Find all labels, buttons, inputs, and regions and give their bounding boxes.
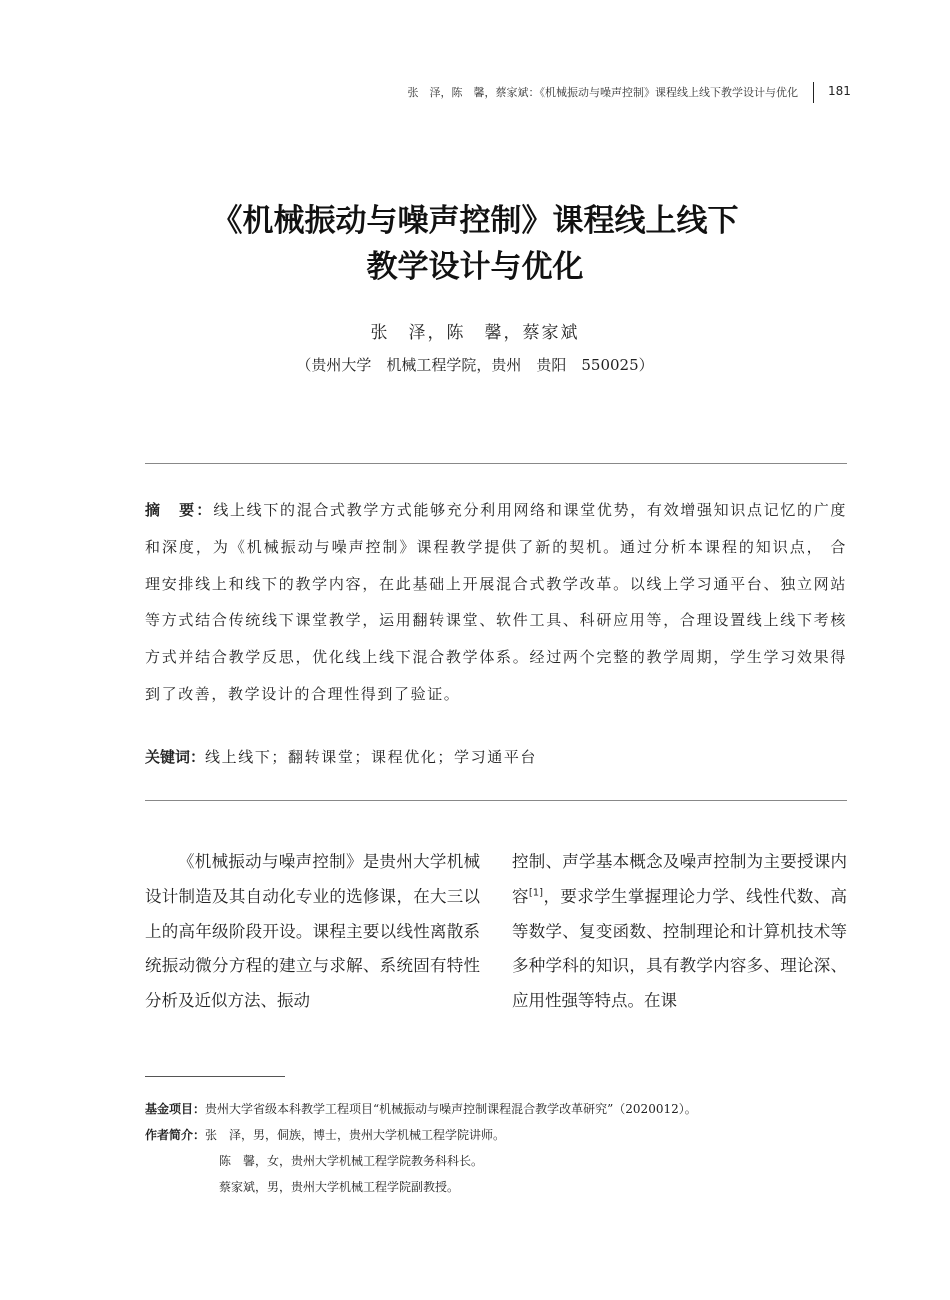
- abstract: [145, 492, 847, 713]
- page-number: 181: [828, 84, 851, 98]
- abstract-top-rule: [145, 463, 847, 464]
- fund-label: 基金项目：: [145, 1102, 206, 1116]
- author-line: 陈 馨，女，贵州大学机械工程学院教务科科长。: [219, 1154, 484, 1168]
- header-divider: [813, 82, 814, 103]
- keywords-text: 线上线下；翻转课堂；课程优化；学习通平台: [205, 748, 538, 766]
- article-title: [0, 198, 950, 290]
- body-paragraph-1-continued: [512, 845, 847, 1019]
- title-line-2: 教学设计与优化: [366, 249, 584, 285]
- body-paragraph-1: 《机械振动与噪声控制》是贵州大学机械设计制造及其自动化专业的选修课，在大三以上的高年级阶段开设。课程主要以线性离散系统振动微分方程的建立与求解、系统固有特性分析及近似方法、振动: [145, 852, 480, 1011]
- author-label: 作者简介：: [145, 1128, 206, 1142]
- body-column-right: [512, 845, 847, 1019]
- abstract-label: 摘 要：: [145, 501, 214, 519]
- affiliation: （贵州大学 机械工程学院，贵州 贵阳 550025）: [296, 356, 654, 374]
- keywords: [145, 743, 847, 771]
- authors: 张 泽，陈 馨，蔡家斌: [370, 323, 580, 343]
- fund-text: 贵州大学省级本科教学工程项目“机械振动与噪声控制课程混合教学改革研究”（2020012）。: [205, 1102, 697, 1116]
- citation-ref-1[interactable]: [1]: [528, 887, 544, 899]
- running-head: [0, 84, 950, 104]
- body-column-left: [145, 845, 480, 1019]
- body-text-segment: 控制、声学基本概念及噪声控制为主要授课内容: [512, 852, 847, 906]
- running-title: 张 泽，陈 馨，蔡家斌：《机械振动与噪声控制》课程线上线下教学设计与优化: [407, 86, 798, 99]
- footnote-rule: [145, 1076, 285, 1077]
- keywords-label: 关键词：: [145, 748, 206, 766]
- fund-footnote: [145, 1096, 855, 1122]
- author-line: 蔡家斌，男，贵州大学机械工程学院副教授。: [219, 1180, 460, 1194]
- abstract-bottom-rule: [145, 800, 847, 801]
- author-footnote: [145, 1122, 855, 1148]
- body-text-segment: ，要求学生掌握理论力学、线性代数、高等数学、复变函数、控制理论和计算机技术等多种学科的知识，具有教学内容多、理论深、应用性强等特点。在课: [512, 886, 848, 1011]
- author-line: 张 泽，男，侗族，博士，贵州大学机械工程学院讲师。: [205, 1128, 506, 1142]
- footnotes: [145, 1096, 855, 1200]
- title-line-1: 《机械振动与噪声控制》课程线上线下: [211, 203, 739, 239]
- abstract-text: 线上线下的混合式教学方式能够充分利用网络和课堂优势，有效增强知识点记忆的广度和深度，为《机械振动与噪声控制》课程教学提供了新的契机。通过分析本课程的知识点， 合理安排线上和线下的教学内容，在此基础上开展混合式教学改革。以线上学习通平台、独立网站等方式结合传统线下课堂教学，运用翻转课堂、软件工具、科研应用等，合理设置线上线下考核方式并结合教学反思，优化线上线下混合教学体系。经过两个完整的教学周期，学生学习效果得到了改善，教学设计的合理性得到了验证。: [145, 501, 847, 703]
